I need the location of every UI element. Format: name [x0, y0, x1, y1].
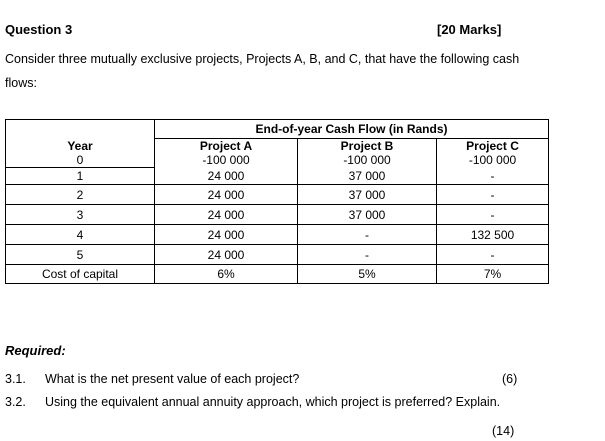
cell-year: 2 — [6, 185, 155, 205]
required-item-1-num: 3.1. — [5, 372, 26, 386]
required-item-2-marks: (14) — [492, 424, 515, 438]
cash-flow-table — [5, 119, 549, 284]
table-column-header-row — [6, 139, 549, 154]
table-group-header-row — [6, 120, 549, 139]
cell-project-c: - — [437, 205, 549, 225]
col-header-project-a: Project A — [155, 139, 298, 154]
table-row-cost-of-capital — [6, 265, 549, 284]
cell-project-b: - — [298, 225, 437, 245]
table-row — [6, 153, 549, 168]
cell-project-b: 37 000 — [298, 185, 437, 205]
cell-project-b: -100 000 — [298, 153, 437, 168]
col-header-project-c: Project C — [437, 139, 549, 154]
col-header-project-b: Project B — [298, 139, 437, 154]
required-item-2-num: 3.2. — [5, 395, 26, 409]
required-item-2-text: Using the equivalent annual annuity approach, which project is preferred? Explain. — [45, 395, 501, 409]
cell-project-a: -100 000 — [155, 153, 298, 168]
cell-project-a: 24 000 — [155, 168, 298, 185]
cell-project-a: 24 000 — [155, 185, 298, 205]
table-row — [6, 168, 549, 185]
cell-project-a: 24 000 — [155, 205, 298, 225]
cell-cost-a: 6% — [155, 265, 298, 284]
cell-project-c: - — [437, 245, 549, 265]
cell-project-c: -100 000 — [437, 153, 549, 168]
cell-year: 1 — [6, 168, 155, 185]
cell-project-c: - — [437, 168, 549, 185]
cell-cost-label: Cost of capital — [6, 265, 155, 284]
table-row — [6, 225, 549, 245]
cell-year: 4 — [6, 225, 155, 245]
cell-project-c: 132 500 — [437, 225, 549, 245]
cell-project-a: 24 000 — [155, 225, 298, 245]
table-row — [6, 185, 549, 205]
col-header-year: Year — [6, 139, 155, 154]
cell-year: 0 — [6, 153, 155, 168]
cell-year: 5 — [6, 245, 155, 265]
cell-project-c: - — [437, 185, 549, 205]
table-row — [6, 245, 549, 265]
required-heading: Required: — [5, 343, 66, 358]
question-marks: [20 Marks] — [437, 22, 502, 37]
table-row — [6, 205, 549, 225]
cell-project-b: 37 000 — [298, 205, 437, 225]
cell-cost-b: 5% — [298, 265, 437, 284]
cell-project-a: 24 000 — [155, 245, 298, 265]
cell-cost-c: 7% — [437, 265, 549, 284]
cell-project-b: 37 000 — [298, 168, 437, 185]
required-item-1-text: What is the net present value of each project? — [45, 372, 300, 386]
question-title: Question 3 — [5, 22, 73, 37]
cell-year: 3 — [6, 205, 155, 225]
table-group-header: End-of-year Cash Flow (in Rands) — [155, 120, 549, 139]
intro-line-1: Consider three mutually exclusive projects, Projects A, B, and C, that have the following cash — [5, 52, 520, 66]
required-item-1-marks: (6) — [502, 372, 518, 386]
cell-project-b: - — [298, 245, 437, 265]
intro-line-2: flows: — [5, 76, 37, 90]
